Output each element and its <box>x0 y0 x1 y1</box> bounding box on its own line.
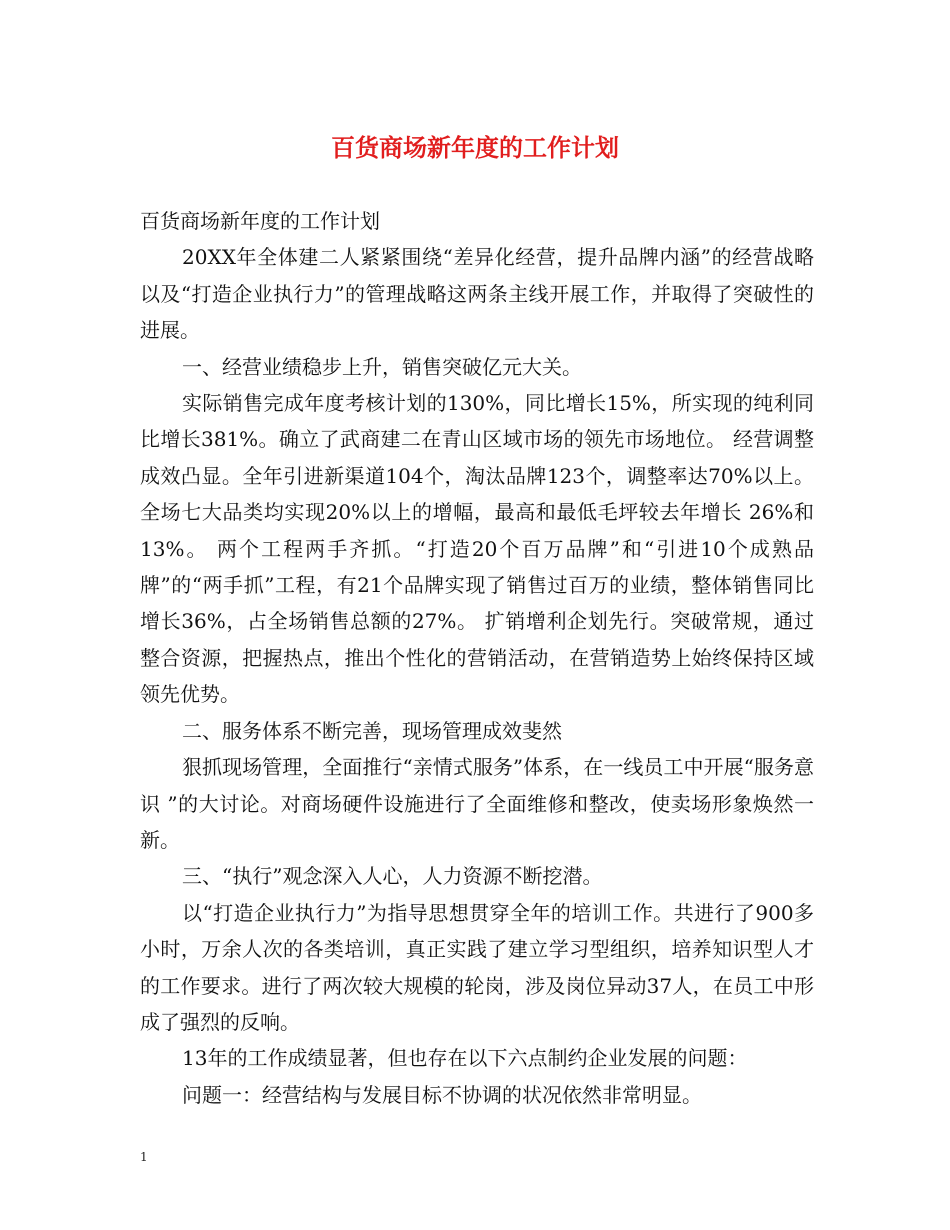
document-title: 百货商场新年度的工作计划 <box>331 133 619 162</box>
section-heading-3: 三、“执行”观念深入人心，人力资源不断挖潜。 <box>182 864 603 889</box>
paragraph-problem-one: 问题一：经营结构与发展目标不协调的状况依然非常明显。 <box>182 1082 702 1107</box>
page-number: 1 <box>140 1150 148 1164</box>
paragraph-training: 以“打造企业执行力”为指导思想贯穿全年的培训工作。共进行了900多小时，万余人次的各类培训，真正实践了建立学习型组织，培养知识型人才的工作要求。进行了两次较大规模的轮岗，涉及岗位异动37人，在员工中形成了强烈的反响。 <box>140 900 814 1034</box>
section-heading-1: 一、经营业绩稳步上升，销售突破亿元大关。 <box>182 354 582 379</box>
paragraph-problems-intro: 13年的工作成绩显著，但也存在以下六点制约企业发展的问题： <box>182 1046 748 1071</box>
paragraph-sales: 实际销售完成年度考核计划的130%，同比增长15%，所实现的纯利同比增长381%。确立了武商建二在青山区域市场的领先市场地位。 经营调整成效凸显。全年引进新渠道104个，淘汰品牌123个，调整率达70%以上。全场七大品类均实现20%以上的增幅，最高和最低毛坪较去年增长 26%和13%。 两个工程两手齐抓。“打造20个百万品牌”和“引进10个成熟品牌”的“两手抓”工程，有21个品牌实现了销售过百万的业绩，整体销售同比增长36%，占全场销售总额的27%。 扩销增利企划先行。突破常规，通过整合资源，把握热点，推出个性化的营销活动，在营销造势上始终保持区域领先优势。 <box>140 391 814 707</box>
paragraph-service: 狠抓现场管理，全面推行“亲情式服务”体系，在一线员工中开展“服务意识 ”的大讨论。对商场硬件设施进行了全面维修和整改，使卖场形象焕然一新。 <box>140 755 814 852</box>
paragraph-heading: 百货商场新年度的工作计划 <box>140 209 380 233</box>
paragraph-intro: 20XX年全体建二人紧紧围绕“差异化经营，提升品牌内涵”的经营战略以及“打造企业执行力”的管理战略这两条主线开展工作，并取得了突破性的进展。 <box>140 245 814 343</box>
document-body <box>140 203 814 1113</box>
section-heading-2: 二、服务体系不断完善，现场管理成效斐然 <box>182 718 562 743</box>
